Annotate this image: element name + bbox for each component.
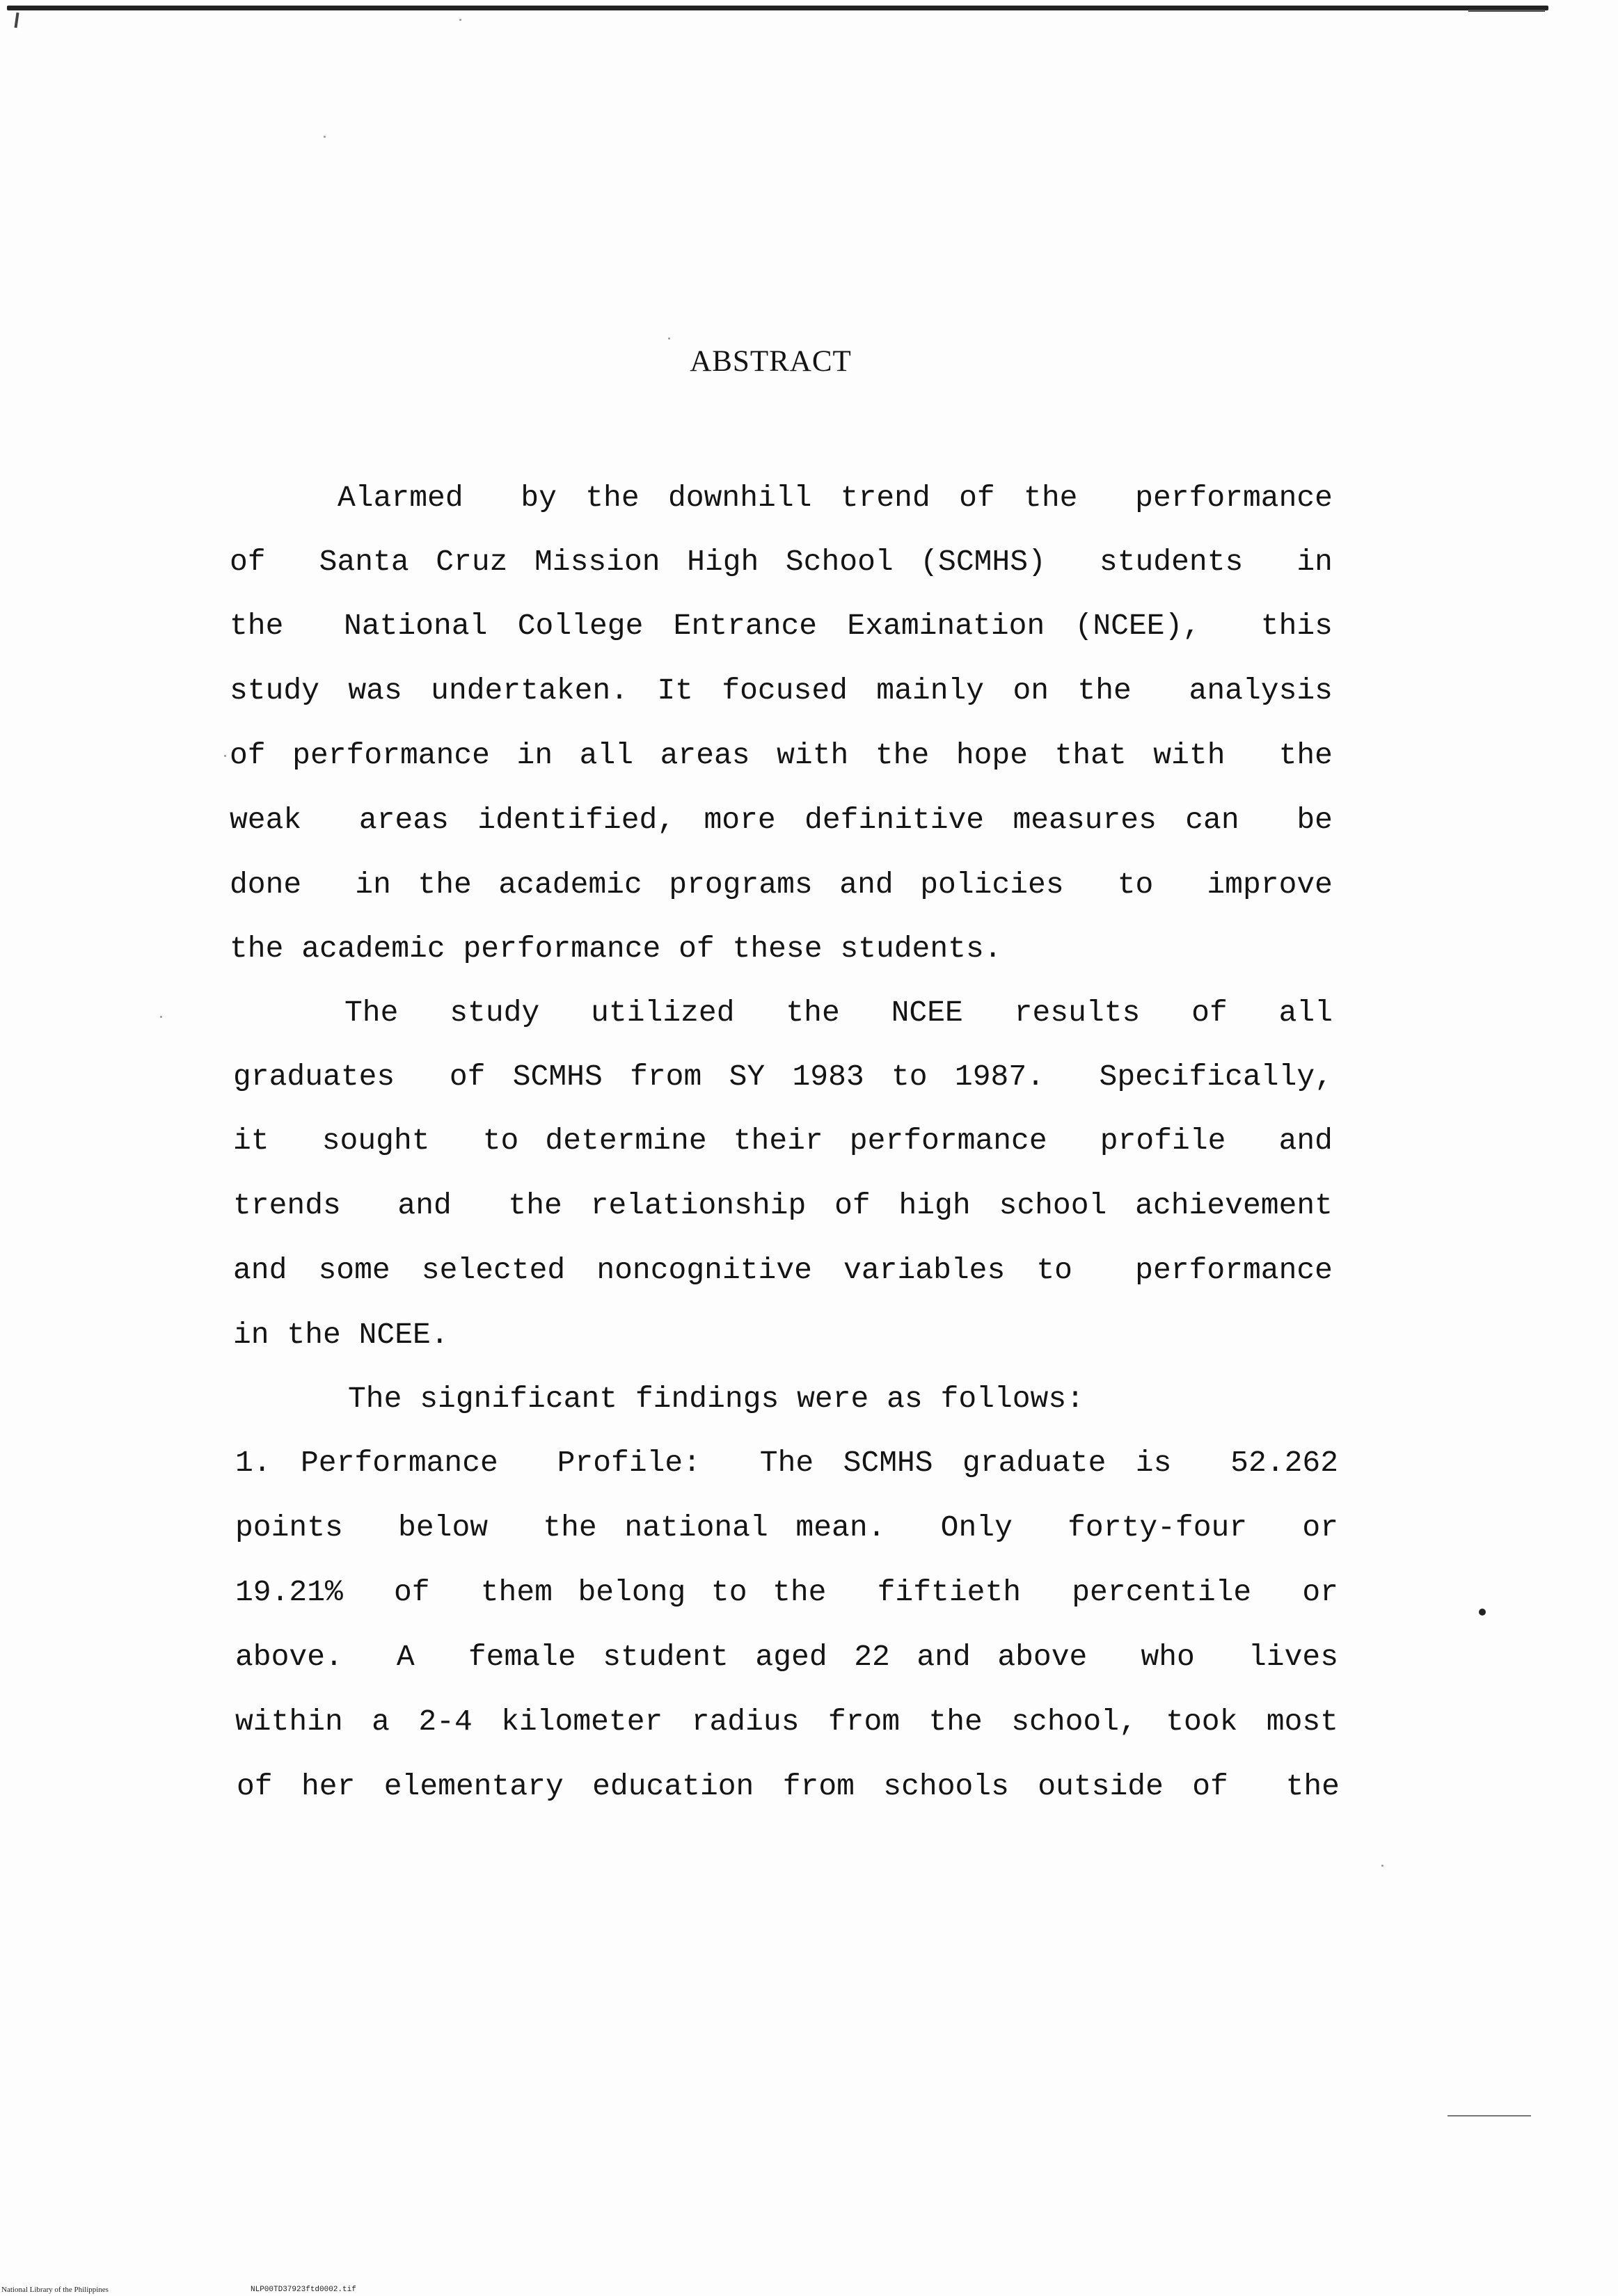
text-line: trends and the relationship of high school achievement [233, 1188, 1333, 1222]
footer-library: National Library of the Philippines [1, 2286, 109, 2294]
footer-file-code: NLP00TD37923ftd0002.tif [251, 2286, 356, 2294]
text-line: study was undertaken. It focused mainly on the analysis [230, 673, 1333, 708]
scan-dot [1479, 1609, 1486, 1616]
top-edge-rule-tail [1468, 10, 1545, 12]
text-line: within a 2-4 kilometer radius from the school, took most [235, 1705, 1338, 1739]
text-line: graduates of SCMHS from SY 1983 to 1987. Specifically, [233, 1060, 1333, 1094]
text-line: the National College Entrance Examination (NCEE), this [230, 609, 1333, 643]
top-edge-rule [7, 6, 1548, 10]
scan-speck [324, 136, 326, 138]
text-line: done in the academic programs and policies to improve [230, 868, 1333, 902]
text-line: The study utilized the NCEE results of all [344, 996, 1333, 1030]
abstract-title: ABSTRACT [690, 345, 852, 378]
scan-speck [668, 337, 670, 340]
text-line: 19.21% of them belong to the fiftieth percentile or [235, 1575, 1338, 1609]
text-line: points below the national mean. Only forty-four or [235, 1510, 1338, 1545]
scan-speck [224, 755, 226, 757]
text-line: Alarmed by the downhill trend of the performance [338, 481, 1333, 515]
scan-speck [1381, 1865, 1383, 1867]
text-line: and some selected noncognitive variables to performance [233, 1253, 1333, 1287]
text-line: in the NCEE. [233, 1318, 449, 1352]
text-line: weak areas identified, more definitive measures can be [230, 803, 1333, 837]
scan-speck [160, 1016, 162, 1018]
scan-speck [459, 19, 461, 21]
text-line: of performance in all areas with the hope that with the [230, 738, 1333, 772]
text-line: The significant findings were as follows: [348, 1382, 1084, 1416]
text-line: the academic performance of these students. [230, 932, 1002, 966]
scan-smudge [1448, 2115, 1531, 2116]
text-line: above. A female student aged 22 and above who lives [235, 1640, 1338, 1674]
text-line: it sought to determine their performance profile and [233, 1124, 1333, 1158]
text-line: 1. Performance Profile: The SCMHS graduate is 52.262 [235, 1446, 1338, 1480]
text-line: of Santa Cruz Mission High School (SCMHS) students in [230, 545, 1333, 579]
text-line: of her elementary education from schools outside of the [237, 1769, 1340, 1803]
scan-edge-mark [14, 13, 19, 28]
